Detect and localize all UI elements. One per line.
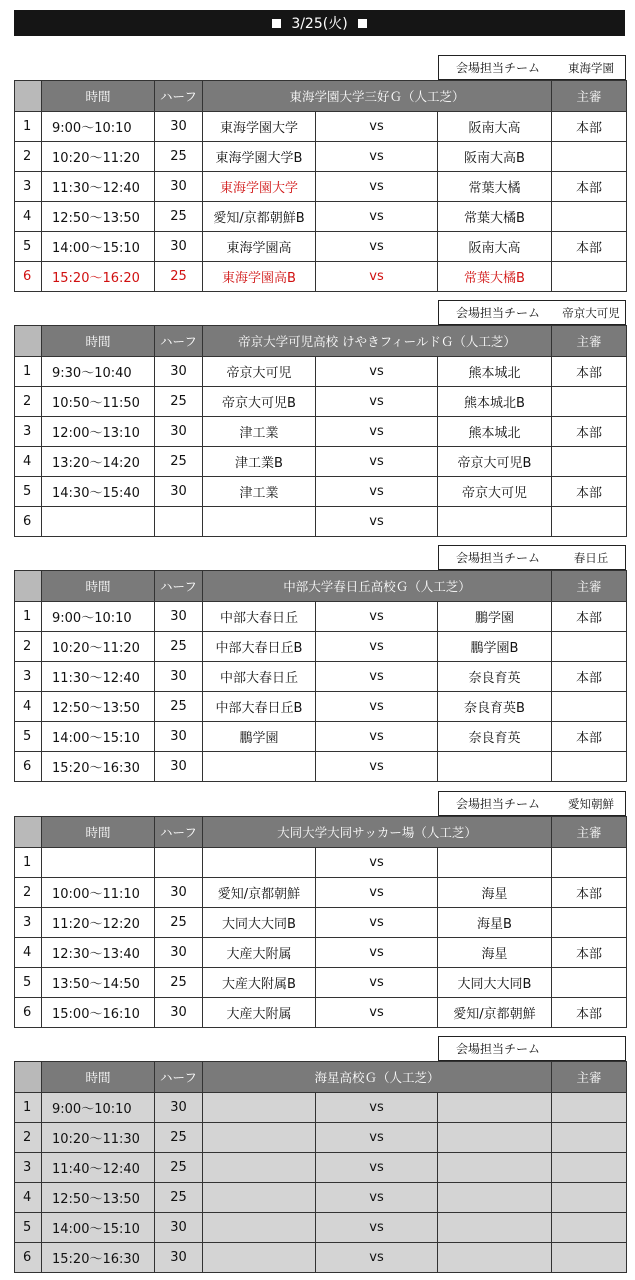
match-time: 12:50〜13:50 (42, 692, 155, 722)
referee (552, 1243, 627, 1273)
match-time: 12:30〜13:40 (42, 938, 155, 968)
table-header-row (15, 326, 627, 357)
away-team: 奈良育英 (438, 662, 552, 692)
away-team: 阪南大高B (438, 142, 552, 172)
vs-label: vs (316, 938, 438, 968)
team-value: 春日丘 (573, 550, 609, 565)
half-length: 30 (155, 417, 203, 447)
half-length (155, 848, 203, 878)
home-team: 愛知/京都朝鮮 (203, 878, 316, 908)
home-team: 鵬学園 (203, 722, 316, 752)
vs-label: vs (316, 692, 438, 722)
home-team (203, 752, 316, 782)
half-length: 30 (155, 1243, 203, 1273)
home-team: 大同大大同B (203, 908, 316, 938)
match-number: 4 (15, 202, 42, 232)
referee (552, 692, 627, 722)
team-value: 帝京大可児 (562, 305, 620, 320)
home-team: 愛知/京都朝鮮B (203, 202, 316, 232)
home-team: 大産大附属 (203, 938, 316, 968)
match-number: 4 (15, 938, 42, 968)
table-row (15, 662, 627, 692)
square-bullet-icon (272, 19, 281, 28)
match-table (14, 570, 627, 782)
home-team: 東海学園高B (203, 262, 316, 292)
vs-label: vs (316, 1153, 438, 1183)
match-time: 9:00〜10:10 (42, 112, 155, 142)
home-team: 大産大附属 (203, 998, 316, 1028)
half-length: 30 (155, 938, 203, 968)
table-header-row (15, 81, 627, 112)
table-header-row (15, 1062, 627, 1093)
referee: 本部 (552, 172, 627, 202)
match-number: 1 (15, 1093, 42, 1123)
away-team (438, 752, 552, 782)
referee (552, 142, 627, 172)
table-row (15, 632, 627, 662)
half-length: 25 (155, 1183, 203, 1213)
away-team: 鵬学園B (438, 632, 552, 662)
home-team (203, 1153, 316, 1183)
match-number: 5 (15, 232, 42, 262)
home-team: 中部大春日丘B (203, 692, 316, 722)
match-time (42, 507, 155, 537)
vs-label: vs (316, 112, 438, 142)
home-team: 東海学園大学 (203, 112, 316, 142)
referee (552, 1183, 627, 1213)
half-length: 25 (155, 142, 203, 172)
match-time: 10:20〜11:20 (42, 632, 155, 662)
date-header: 3/25(火) (291, 16, 348, 32)
match-number: 5 (15, 968, 42, 998)
table-row (15, 262, 627, 292)
header-time: 時間 (42, 1062, 155, 1093)
away-team: 大同大大同B (438, 968, 552, 998)
home-team: 大産大附属B (203, 968, 316, 998)
referee: 本部 (552, 477, 627, 507)
header-referee: 主審 (552, 817, 627, 848)
table-row (15, 878, 627, 908)
header-half: ハーフ (155, 81, 203, 112)
vs-label: vs (316, 357, 438, 387)
match-time: 10:20〜11:30 (42, 1123, 155, 1153)
away-team: 海星 (438, 938, 552, 968)
half-length: 30 (155, 172, 203, 202)
vs-label: vs (316, 878, 438, 908)
vs-label: vs (316, 662, 438, 692)
home-team (203, 1093, 316, 1123)
referee: 本部 (552, 232, 627, 262)
match-number: 2 (15, 632, 42, 662)
table-row (15, 417, 627, 447)
table-row (15, 692, 627, 722)
header-half: ハーフ (155, 817, 203, 848)
venue-team-box (438, 300, 626, 325)
away-team: 愛知/京都朝鮮 (438, 998, 552, 1028)
match-number: 5 (15, 477, 42, 507)
table-header-row (15, 571, 627, 602)
match-time: 11:30〜12:40 (42, 172, 155, 202)
match-time: 14:00〜15:10 (42, 1213, 155, 1243)
half-length: 30 (155, 1213, 203, 1243)
header-referee: 主審 (552, 81, 627, 112)
vs-label: vs (316, 1213, 438, 1243)
home-team: 東海学園大学 (203, 172, 316, 202)
table-row (15, 447, 627, 477)
referee (552, 507, 627, 537)
away-team: 海星B (438, 908, 552, 938)
referee (552, 968, 627, 998)
vs-label: vs (316, 202, 438, 232)
match-time: 10:00〜11:10 (42, 878, 155, 908)
match-time: 9:00〜10:10 (42, 602, 155, 632)
header-half: ハーフ (155, 326, 203, 357)
vs-label: vs (316, 1183, 438, 1213)
table-row (15, 1153, 627, 1183)
match-time: 15:20〜16:30 (42, 1243, 155, 1273)
team-label: 会場担当チーム (455, 797, 540, 811)
vs-label: vs (316, 1093, 438, 1123)
match-number: 3 (15, 172, 42, 202)
team-value: 東海学園 (568, 60, 614, 75)
match-number: 4 (15, 1183, 42, 1213)
team-label: 会場担当チーム (455, 1042, 540, 1056)
table-row (15, 908, 627, 938)
table-header-row (15, 817, 627, 848)
vs-label: vs (316, 1123, 438, 1153)
match-number: 6 (15, 507, 42, 537)
team-label: 会場担当チーム (455, 61, 540, 75)
referee: 本部 (552, 662, 627, 692)
half-length: 25 (155, 447, 203, 477)
match-time: 9:30〜10:40 (42, 357, 155, 387)
vs-label: vs (316, 1243, 438, 1273)
home-team: 東海学園大学B (203, 142, 316, 172)
header-time: 時間 (42, 571, 155, 602)
match-number: 1 (15, 112, 42, 142)
match-table (14, 1061, 627, 1273)
table-row (15, 752, 627, 782)
home-team: 帝京大可児B (203, 387, 316, 417)
half-length: 25 (155, 1153, 203, 1183)
half-length: 25 (155, 1123, 203, 1153)
referee: 本部 (552, 357, 627, 387)
home-team: 津工業 (203, 477, 316, 507)
table-row (15, 1123, 627, 1153)
team-value: 愛知朝鮮 (568, 796, 614, 811)
referee (552, 1213, 627, 1243)
away-team (438, 848, 552, 878)
match-table (14, 325, 627, 537)
vs-label: vs (316, 722, 438, 752)
half-length: 30 (155, 998, 203, 1028)
referee (552, 1123, 627, 1153)
match-time: 15:20〜16:30 (42, 752, 155, 782)
header-time: 時間 (42, 326, 155, 357)
home-team: 中部大春日丘 (203, 662, 316, 692)
match-time: 13:20〜14:20 (42, 447, 155, 477)
away-team: 阪南大高 (438, 232, 552, 262)
venue-team-box (438, 791, 626, 816)
table-row (15, 172, 627, 202)
table-row (15, 507, 627, 537)
away-team (438, 1123, 552, 1153)
vs-label: vs (316, 142, 438, 172)
match-number: 1 (15, 602, 42, 632)
venue-name: 東海学園大学三好Ｇ（人工芝） (203, 81, 552, 112)
half-length: 25 (155, 262, 203, 292)
match-table (14, 80, 627, 292)
header-time: 時間 (42, 817, 155, 848)
away-team: 常葉大橘B (438, 202, 552, 232)
vs-label: vs (316, 602, 438, 632)
match-time: 14:00〜15:10 (42, 722, 155, 752)
vs-label: vs (316, 998, 438, 1028)
away-team: 常葉大橘B (438, 262, 552, 292)
away-team: 熊本城北 (438, 417, 552, 447)
venue-team-box (438, 545, 626, 570)
header-referee: 主審 (552, 571, 627, 602)
vs-label: vs (316, 387, 438, 417)
table-row (15, 477, 627, 507)
referee (552, 752, 627, 782)
header-referee: 主審 (552, 326, 627, 357)
table-row (15, 202, 627, 232)
referee (552, 1153, 627, 1183)
match-time: 12:50〜13:50 (42, 1183, 155, 1213)
header-half: ハーフ (155, 1062, 203, 1093)
match-number: 6 (15, 262, 42, 292)
match-number: 4 (15, 447, 42, 477)
home-team: 中部大春日丘 (203, 602, 316, 632)
table-row (15, 1183, 627, 1213)
referee: 本部 (552, 722, 627, 752)
header-number (15, 326, 42, 357)
header-number (15, 571, 42, 602)
table-row (15, 112, 627, 142)
match-number: 6 (15, 1243, 42, 1273)
match-time: 12:00〜13:10 (42, 417, 155, 447)
half-length: 25 (155, 632, 203, 662)
referee (552, 632, 627, 662)
half-length: 30 (155, 662, 203, 692)
vs-label: vs (316, 752, 438, 782)
away-team (438, 507, 552, 537)
half-length: 30 (155, 477, 203, 507)
away-team: 帝京大可児B (438, 447, 552, 477)
home-team: 帝京大可児 (203, 357, 316, 387)
referee: 本部 (552, 878, 627, 908)
match-number: 1 (15, 357, 42, 387)
away-team: 熊本城北B (438, 387, 552, 417)
match-number: 5 (15, 722, 42, 752)
header-half: ハーフ (155, 571, 203, 602)
home-team (203, 1243, 316, 1273)
match-time: 9:00〜10:10 (42, 1093, 155, 1123)
home-team: 中部大春日丘B (203, 632, 316, 662)
match-number: 2 (15, 878, 42, 908)
half-length: 30 (155, 878, 203, 908)
date-header-bar (14, 10, 625, 36)
referee: 本部 (552, 938, 627, 968)
half-length: 30 (155, 722, 203, 752)
home-team: 東海学園高 (203, 232, 316, 262)
away-team (438, 1213, 552, 1243)
home-team (203, 1213, 316, 1243)
away-team: 鵬学園 (438, 602, 552, 632)
venue-team-box (438, 55, 626, 80)
vs-label: vs (316, 447, 438, 477)
header-time: 時間 (42, 81, 155, 112)
match-time: 15:00〜16:10 (42, 998, 155, 1028)
vs-label: vs (316, 848, 438, 878)
venue-team-box (438, 1036, 626, 1061)
referee (552, 447, 627, 477)
referee (552, 1093, 627, 1123)
vs-label: vs (316, 507, 438, 537)
away-team: 熊本城北 (438, 357, 552, 387)
match-number: 2 (15, 1123, 42, 1153)
match-time: 12:50〜13:50 (42, 202, 155, 232)
match-time: 14:30〜15:40 (42, 477, 155, 507)
half-length: 25 (155, 968, 203, 998)
vs-label: vs (316, 262, 438, 292)
referee: 本部 (552, 602, 627, 632)
table-row (15, 722, 627, 752)
venue-name: 大同大学大同サッカー場（人工芝） (203, 817, 552, 848)
referee (552, 262, 627, 292)
team-label: 会場担当チーム (455, 306, 540, 320)
match-number: 6 (15, 752, 42, 782)
table-row (15, 1093, 627, 1123)
match-table (14, 816, 627, 1028)
half-length: 25 (155, 387, 203, 417)
match-time: 10:50〜11:50 (42, 387, 155, 417)
referee (552, 848, 627, 878)
half-length (155, 507, 203, 537)
half-length: 30 (155, 752, 203, 782)
match-time: 11:20〜12:20 (42, 908, 155, 938)
referee (552, 908, 627, 938)
vs-label: vs (316, 232, 438, 262)
table-row (15, 1243, 627, 1273)
away-team: 常葉大橘 (438, 172, 552, 202)
table-row (15, 1213, 627, 1243)
table-row (15, 938, 627, 968)
home-team (203, 1183, 316, 1213)
match-time: 14:00〜15:10 (42, 232, 155, 262)
match-number: 3 (15, 1153, 42, 1183)
venue-name: 帝京大学可児高校 けやきフィールドＧ（人工芝） (203, 326, 552, 357)
table-row (15, 968, 627, 998)
home-team: 津工業B (203, 447, 316, 477)
match-number: 6 (15, 998, 42, 1028)
header-number (15, 1062, 42, 1093)
referee: 本部 (552, 112, 627, 142)
match-number: 5 (15, 1213, 42, 1243)
match-number: 1 (15, 848, 42, 878)
table-row (15, 848, 627, 878)
away-team: 奈良育英 (438, 722, 552, 752)
match-time: 10:20〜11:20 (42, 142, 155, 172)
away-team (438, 1153, 552, 1183)
vs-label: vs (316, 908, 438, 938)
away-team: 奈良育英B (438, 692, 552, 722)
referee (552, 202, 627, 232)
team-label: 会場担当チーム (455, 551, 540, 565)
half-length: 25 (155, 692, 203, 722)
table-row (15, 602, 627, 632)
header-number (15, 81, 42, 112)
vs-label: vs (316, 968, 438, 998)
match-time: 13:50〜14:50 (42, 968, 155, 998)
match-time: 11:30〜12:40 (42, 662, 155, 692)
half-length: 30 (155, 357, 203, 387)
half-length: 30 (155, 112, 203, 142)
match-time: 15:20〜16:20 (42, 262, 155, 292)
match-number: 2 (15, 142, 42, 172)
match-number: 3 (15, 417, 42, 447)
half-length: 25 (155, 202, 203, 232)
referee: 本部 (552, 417, 627, 447)
home-team (203, 848, 316, 878)
away-team (438, 1243, 552, 1273)
away-team: 帝京大可児 (438, 477, 552, 507)
referee (552, 387, 627, 417)
half-length: 25 (155, 908, 203, 938)
match-time: 11:40〜12:40 (42, 1153, 155, 1183)
home-team: 津工業 (203, 417, 316, 447)
home-team (203, 1123, 316, 1153)
table-row (15, 998, 627, 1028)
home-team (203, 507, 316, 537)
match-time (42, 848, 155, 878)
header-number (15, 817, 42, 848)
vs-label: vs (316, 172, 438, 202)
half-length: 30 (155, 602, 203, 632)
away-team (438, 1183, 552, 1213)
vs-label: vs (316, 632, 438, 662)
vs-label: vs (316, 417, 438, 447)
half-length: 30 (155, 1093, 203, 1123)
half-length: 30 (155, 232, 203, 262)
match-number: 2 (15, 387, 42, 417)
referee: 本部 (552, 998, 627, 1028)
venue-name: 海星高校Ｇ（人工芝） (203, 1062, 552, 1093)
match-number: 4 (15, 692, 42, 722)
away-team (438, 1093, 552, 1123)
away-team: 阪南大高 (438, 112, 552, 142)
match-number: 3 (15, 662, 42, 692)
table-row (15, 387, 627, 417)
table-row (15, 232, 627, 262)
header-referee: 主審 (552, 1062, 627, 1093)
table-row (15, 142, 627, 172)
square-bullet-icon (358, 19, 367, 28)
table-row (15, 357, 627, 387)
venue-name: 中部大学春日丘高校Ｇ（人工芝） (203, 571, 552, 602)
away-team: 海星 (438, 878, 552, 908)
vs-label: vs (316, 477, 438, 507)
match-number: 3 (15, 908, 42, 938)
